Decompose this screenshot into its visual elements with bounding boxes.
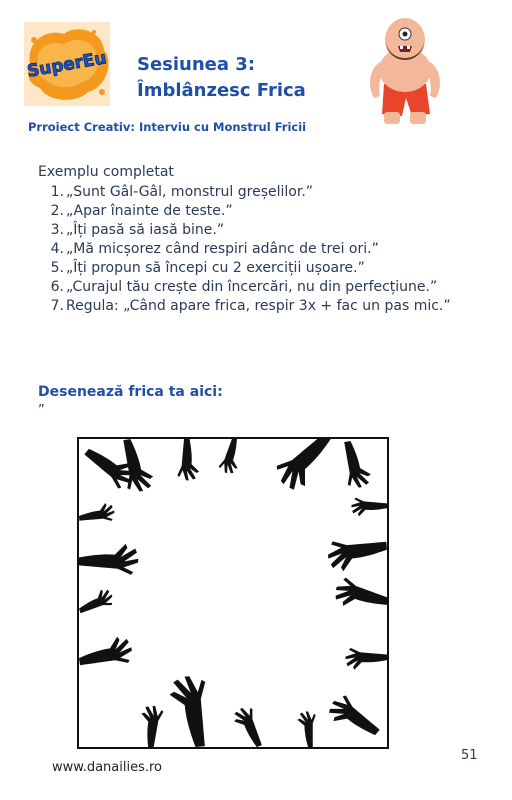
list-item: 5. „Îți propun să începi cu 2 exerciții ușoare.” bbox=[50, 260, 365, 276]
hands-border-illustration bbox=[79, 439, 387, 747]
list-item: 1. „Sunt Gâl-Gâl, monstrul greșelilor.” bbox=[50, 184, 314, 200]
monster-illustration bbox=[362, 14, 448, 130]
title-line-1: Sesiunea 3: bbox=[137, 54, 256, 75]
logo-text: SuperEu bbox=[25, 48, 109, 82]
list-item: 7. Regula: „Când apare frica, respir 3x + fac un pas mic.” bbox=[50, 298, 451, 314]
quote-mark: ” bbox=[38, 403, 45, 418]
footer-url: www.danailies.ro bbox=[52, 760, 163, 775]
title-line-2: Îmblânzesc Frica bbox=[137, 80, 306, 101]
example-label: Exemplu completat bbox=[38, 164, 174, 180]
page-number: 51 bbox=[461, 748, 478, 763]
project-subtitle: Prroiect Creativ: Interviu cu Monstrul Fricii bbox=[28, 120, 307, 134]
superEu-logo bbox=[24, 22, 110, 106]
drawing-area[interactable] bbox=[77, 437, 389, 749]
list-item: 4. „Mă micșorez când respiri adânc de trei ori.” bbox=[50, 241, 379, 257]
list-item: 3. „Îți pasă să iasă bine.” bbox=[50, 222, 225, 238]
example-list bbox=[38, 183, 468, 316]
page-title bbox=[137, 52, 306, 104]
list-item: 6. „Curajul tău crește din încercări, nu din perfecțiune.” bbox=[50, 279, 438, 295]
example-section bbox=[38, 163, 468, 316]
draw-section-label: Desenează frica ta aici: bbox=[38, 384, 223, 400]
list-item: 2. „Apar înainte de teste.” bbox=[50, 203, 233, 219]
